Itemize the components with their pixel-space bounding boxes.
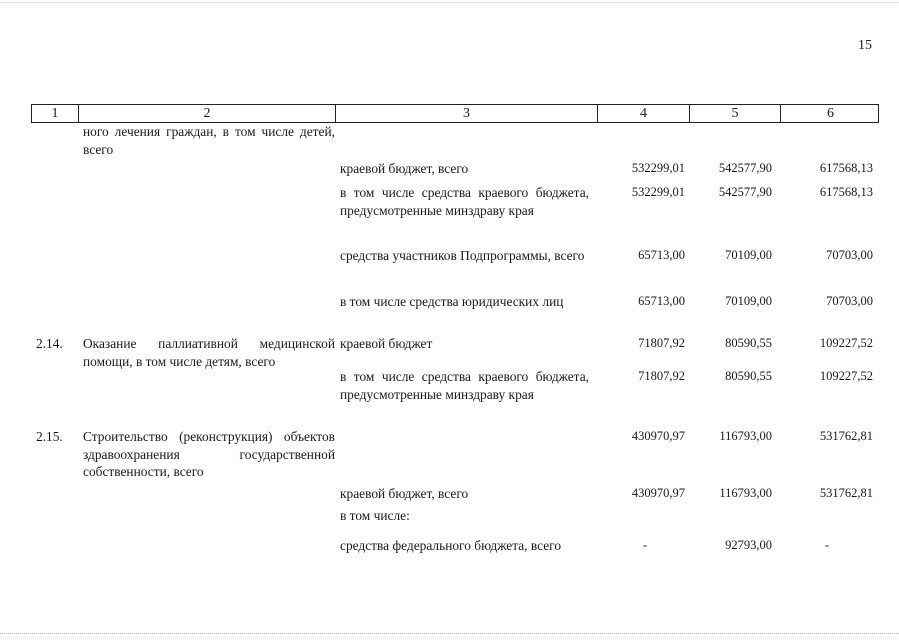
value-col-6: 109227,52 [819, 336, 873, 350]
funding-source [335, 123, 597, 160]
value-col-6 [780, 123, 879, 160]
funding-source: средства федерального бюджета, всего [340, 538, 562, 553]
value-col-4: 430970,97 [631, 429, 685, 443]
measure-name [78, 293, 335, 335]
row-number [31, 123, 78, 160]
value-col-6 [780, 507, 879, 529]
measure-name [78, 485, 335, 507]
measure-name [78, 368, 335, 428]
funding-source: краевой бюджет, всего [340, 486, 469, 501]
value-col-6: 531762,81 [819, 429, 873, 443]
header-col-2: 2 [79, 105, 336, 123]
header-col-3: 3 [336, 105, 598, 123]
table-row [31, 368, 879, 428]
value-col-5: 80590,55 [725, 369, 772, 383]
value-col-6: 617568,13 [819, 185, 873, 199]
value-col-6: 109227,52 [819, 369, 873, 383]
table-row [31, 335, 879, 368]
measure-name [78, 537, 335, 577]
value-col-5 [689, 123, 780, 160]
measure-name [78, 247, 335, 293]
row-number: 2.15. [36, 429, 63, 444]
table-row [31, 160, 879, 184]
funding-source: в том числе средства краевого бюджета, предусмотренные минздраву края [340, 369, 589, 402]
value-col-6: - [824, 538, 829, 552]
table-row [31, 123, 879, 160]
row-number [31, 507, 78, 529]
value-col-4: 71807,92 [638, 369, 685, 383]
funding-source [335, 428, 597, 485]
value-col-4: 532299,01 [631, 185, 685, 199]
value-col-6: 617568,13 [819, 161, 873, 175]
funding-source: в том числе средства юридических лиц [340, 294, 564, 309]
scan-edge-bottom [0, 633, 899, 635]
scan-edge-top [0, 2, 899, 4]
value-col-5: 80590,55 [725, 336, 772, 350]
table-row [31, 485, 879, 507]
value-col-4: 71807,92 [638, 336, 685, 350]
value-col-4: - [642, 538, 647, 552]
row-number [31, 537, 78, 577]
table-row [31, 529, 879, 577]
value-col-5 [689, 507, 780, 529]
value-col-5: 542577,90 [718, 185, 772, 199]
header-col-6: 6 [827, 106, 834, 121]
row-number: 2.14. [36, 336, 63, 351]
row-number [31, 160, 78, 184]
table-header-row [31, 104, 879, 123]
header-col-4: 4 [598, 105, 690, 123]
budget-table [31, 104, 879, 577]
header-col-5: 5 [690, 105, 781, 123]
measure-name: ного лечения граждан, в том числе детей, всего [83, 124, 335, 157]
row-number [31, 293, 78, 335]
row-number [31, 247, 78, 293]
funding-source: средства участников Подпрограммы, всего [340, 248, 585, 263]
table-row [31, 428, 879, 485]
value-col-6: 531762,81 [819, 486, 873, 500]
value-col-5: 92793,00 [725, 538, 772, 552]
row-number [31, 184, 78, 247]
measure-name: Строительство (реконструкция) объектов здравоохранения государственной собственности, всего [83, 429, 335, 479]
value-col-4 [597, 507, 689, 529]
funding-source: краевой бюджет [340, 336, 433, 351]
measure-name [78, 160, 335, 184]
value-col-5: 116793,00 [719, 486, 772, 500]
value-col-4: 65713,00 [638, 294, 685, 308]
table-row [31, 184, 879, 247]
value-col-4: 532299,01 [631, 161, 685, 175]
measure-name: Оказание паллиативной медицинской помощи, в том числе детям, всего [83, 336, 335, 369]
measure-name [78, 184, 335, 247]
value-col-5: 116793,00 [719, 429, 772, 443]
value-col-5: 70109,00 [725, 248, 772, 262]
value-col-4: 430970,97 [631, 486, 685, 500]
value-col-4: 65713,00 [638, 248, 685, 262]
row-number [31, 485, 78, 507]
header-col-1: 1 [32, 105, 79, 123]
value-col-5: 542577,90 [718, 161, 772, 175]
value-col-6: 70703,00 [826, 248, 873, 262]
value-col-6: 70703,00 [826, 294, 873, 308]
value-col-5: 70109,00 [725, 294, 772, 308]
table-row [31, 507, 879, 529]
funding-source: в том числе: [340, 508, 410, 523]
table-row [31, 293, 879, 335]
row-number [31, 368, 78, 428]
value-col-4 [597, 123, 689, 160]
funding-source: краевой бюджет, всего [340, 161, 469, 176]
funding-source: в том числе средства краевого бюджета, предусмотренные минздраву края [340, 185, 589, 218]
table-row [31, 247, 879, 293]
page-number: 15 [858, 38, 872, 53]
measure-name [78, 507, 335, 529]
